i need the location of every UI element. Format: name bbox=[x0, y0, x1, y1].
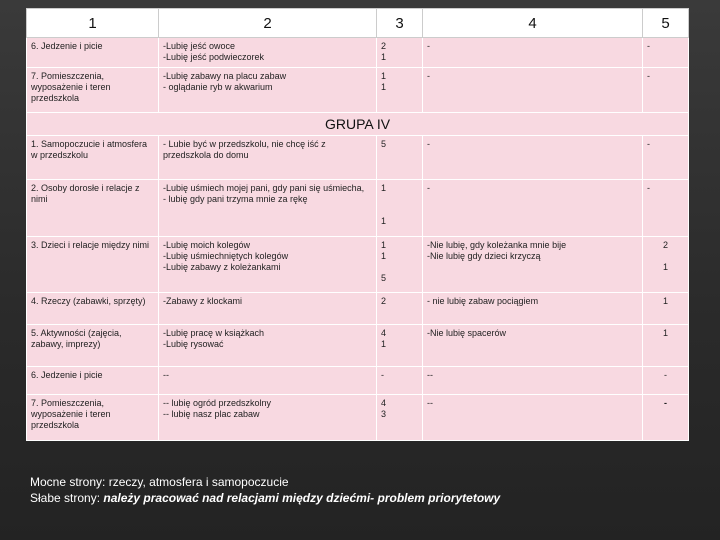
category-cell: 7. Pomieszczenia, wyposażenie i teren przedszkola bbox=[27, 395, 159, 441]
header-row bbox=[27, 9, 689, 38]
likes-cell: - Lubie być w przedszkolu, nie chcę iść z przedszkola do domu bbox=[159, 136, 377, 180]
category-cell: 4. Rzeczy (zabawki, sprzęty) bbox=[27, 293, 159, 325]
dislikes-count-cell: - bbox=[643, 68, 689, 113]
weaknesses-emphasis: należy pracować nad relacjami między dziećmi- problem priorytetowy bbox=[103, 491, 501, 505]
header-cell-4: 4 bbox=[423, 9, 643, 38]
likes-cell: -Lubię zabawy na placu zabaw - oglądanie ryb w akwarium bbox=[159, 68, 377, 113]
summary-notes bbox=[30, 474, 710, 506]
table-row bbox=[27, 237, 689, 293]
category-cell: 1. Samopoczucie i atmosfera w przedszkolu bbox=[27, 136, 159, 180]
likes-count-cell: 4 3 bbox=[377, 395, 423, 441]
dislikes-count-cell: - bbox=[643, 136, 689, 180]
likes-cell: -Lubię pracę w książkach -Lubię rysować bbox=[159, 325, 377, 367]
dislikes-cell: -Nie lubię spacerów bbox=[423, 325, 643, 367]
header-cell-3: 3 bbox=[377, 9, 423, 38]
dislikes-cell: -- bbox=[423, 367, 643, 395]
dislikes-cell: -- bbox=[423, 395, 643, 441]
weaknesses-prefix: Słabe strony: bbox=[30, 491, 104, 505]
likes-count-cell: 4 1 bbox=[377, 325, 423, 367]
likes-count-cell: 2 bbox=[377, 293, 423, 325]
table-row bbox=[27, 325, 689, 367]
category-cell: 2. Osoby dorosłe i relacje z nimi bbox=[27, 180, 159, 237]
likes-count-cell: 1 1 bbox=[377, 68, 423, 113]
dislikes-cell: - bbox=[423, 68, 643, 113]
likes-cell: -- bbox=[159, 367, 377, 395]
dislikes-cell: - bbox=[423, 136, 643, 180]
dislikes-count-cell: - bbox=[643, 180, 689, 237]
group-row bbox=[27, 113, 689, 136]
dislikes-count-cell: - bbox=[643, 367, 689, 395]
category-cell: 6. Jedzenie i picie bbox=[27, 367, 159, 395]
dislikes-count-cell: - bbox=[643, 38, 689, 68]
table-row bbox=[27, 293, 689, 325]
strengths-line: Mocne strony: rzeczy, atmosfera i samopoczucie bbox=[30, 475, 289, 489]
dislikes-count-cell: 1 bbox=[643, 325, 689, 367]
category-cell: 5. Aktywności (zajęcia, zabawy, imprezy) bbox=[27, 325, 159, 367]
header-cell-5: 5 bbox=[643, 9, 689, 38]
likes-cell: -Lubię jeść owoce -Lubię jeść podwieczorek bbox=[159, 38, 377, 68]
table-row bbox=[27, 136, 689, 180]
category-cell: 6. Jedzenie i picie bbox=[27, 38, 159, 68]
likes-count-cell: 2 1 bbox=[377, 38, 423, 68]
likes-cell: -Lubię moich kolegów -Lubię uśmiechniętych kolegów -Lubię zabawy z koleżankami bbox=[159, 237, 377, 293]
likes-count-cell: - bbox=[377, 367, 423, 395]
likes-count-cell: 5 bbox=[377, 136, 423, 180]
likes-cell: -Lubię uśmiech mojej pani, gdy pani się uśmiecha, - lubię gdy pani trzyma mnie za rękę bbox=[159, 180, 377, 237]
table-row bbox=[27, 395, 689, 441]
table-row bbox=[27, 180, 689, 237]
table-row bbox=[27, 367, 689, 395]
likes-cell: -- lubię ogród przedszkolny -- lubię nasz plac zabaw bbox=[159, 395, 377, 441]
header-cell-2: 2 bbox=[159, 9, 377, 38]
group-title: GRUPA IV bbox=[27, 113, 689, 136]
dislikes-cell: -Nie lubię, gdy koleżanka mnie bije -Nie lubię gdy dzieci krzyczą bbox=[423, 237, 643, 293]
dislikes-count-cell: - bbox=[643, 395, 689, 441]
likes-count-cell: 1 1 5 bbox=[377, 237, 423, 293]
dislikes-count-cell: 1 bbox=[643, 293, 689, 325]
dislikes-cell: - bbox=[423, 180, 643, 237]
category-cell: 3. Dzieci i relacje między nimi bbox=[27, 237, 159, 293]
table-row bbox=[27, 38, 689, 68]
likes-count-cell: 1 1 bbox=[377, 180, 423, 237]
weaknesses-line bbox=[30, 490, 710, 506]
dislikes-cell: - bbox=[423, 38, 643, 68]
header-cell-1: 1 bbox=[27, 9, 159, 38]
category-cell: 7. Pomieszczenia, wyposażenie i teren przedszkola bbox=[27, 68, 159, 113]
dislikes-count-cell: 2 1 bbox=[643, 237, 689, 293]
likes-cell: -Zabawy z klockami bbox=[159, 293, 377, 325]
table-row bbox=[27, 68, 689, 113]
dislikes-cell: - nie lubię zabaw pociągiem bbox=[423, 293, 643, 325]
survey-table bbox=[26, 8, 689, 441]
